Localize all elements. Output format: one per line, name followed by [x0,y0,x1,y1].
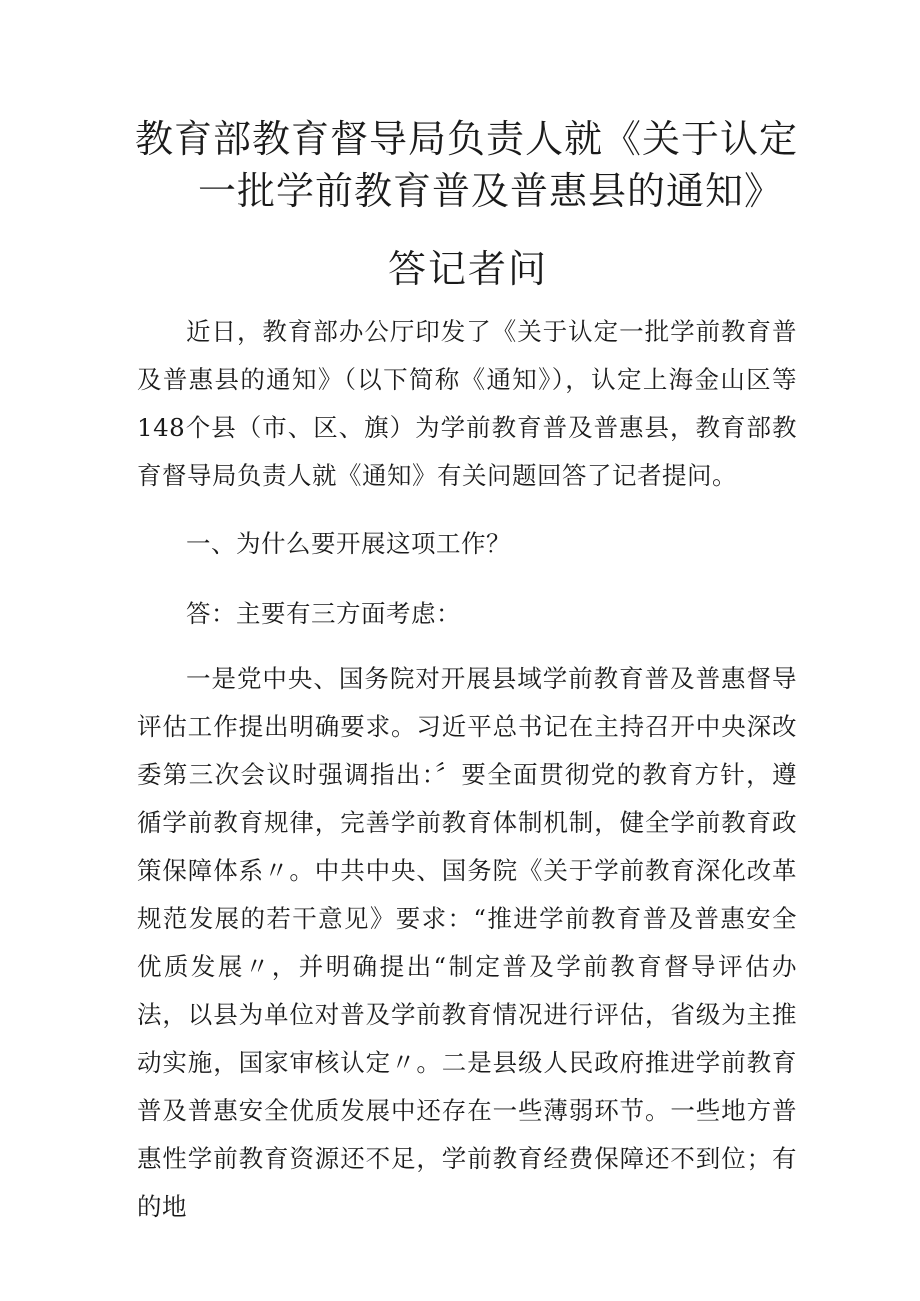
intro-paragraph: 近日，教育部办公厅印发了《关于认定一批学前教育普及普惠县的通知》（以下简称《通知》），认定上海金山区等148个县（市、区、旗）为学前教育普及普惠县，教育部教育督导局负责人就《通知》有关问题回答了记者提问。 [137,317,797,490]
body-paragraph: 一是党中央、国务院对开展县域学前教育普及普惠督导评估工作提出明确要求。习近平总书记在主持召开中央深改委第三次会议时强调指出：〞要全面贯彻党的教育方针，遵循学前教育规律，完善学前教育体制机制，健全学前教育政策保障体系〃。中共中央、国务院《关于学前教育深化改革规范发展的若干意见》要求：“推进学前教育普及普惠安全优质发展〃，并明确提出“制定普及学前教育督导评估办法，以县为单位对普及学前教育情况进行评估，省级为主推动实施，国家审核认定〃。二是县级人民政府推进学前教育普及普惠安全优质发展中还存在一些薄弱环节。一些地方普惠性学前教育资源还不足，学前教育经费保障还不到位；有的地 [137,664,797,1221]
title-line-1: 教育部教育督导局负责人就《关于认定 [135,117,799,161]
title-line-3: 答记者问 [388,247,549,291]
title-line-2: 一批学前教育普及普惠县的通知》 [198,169,784,213]
question-heading: 一、为什么要开展这项工作？ [186,529,511,558]
answer-intro: 答：主要有三方面考虑： [186,599,461,628]
